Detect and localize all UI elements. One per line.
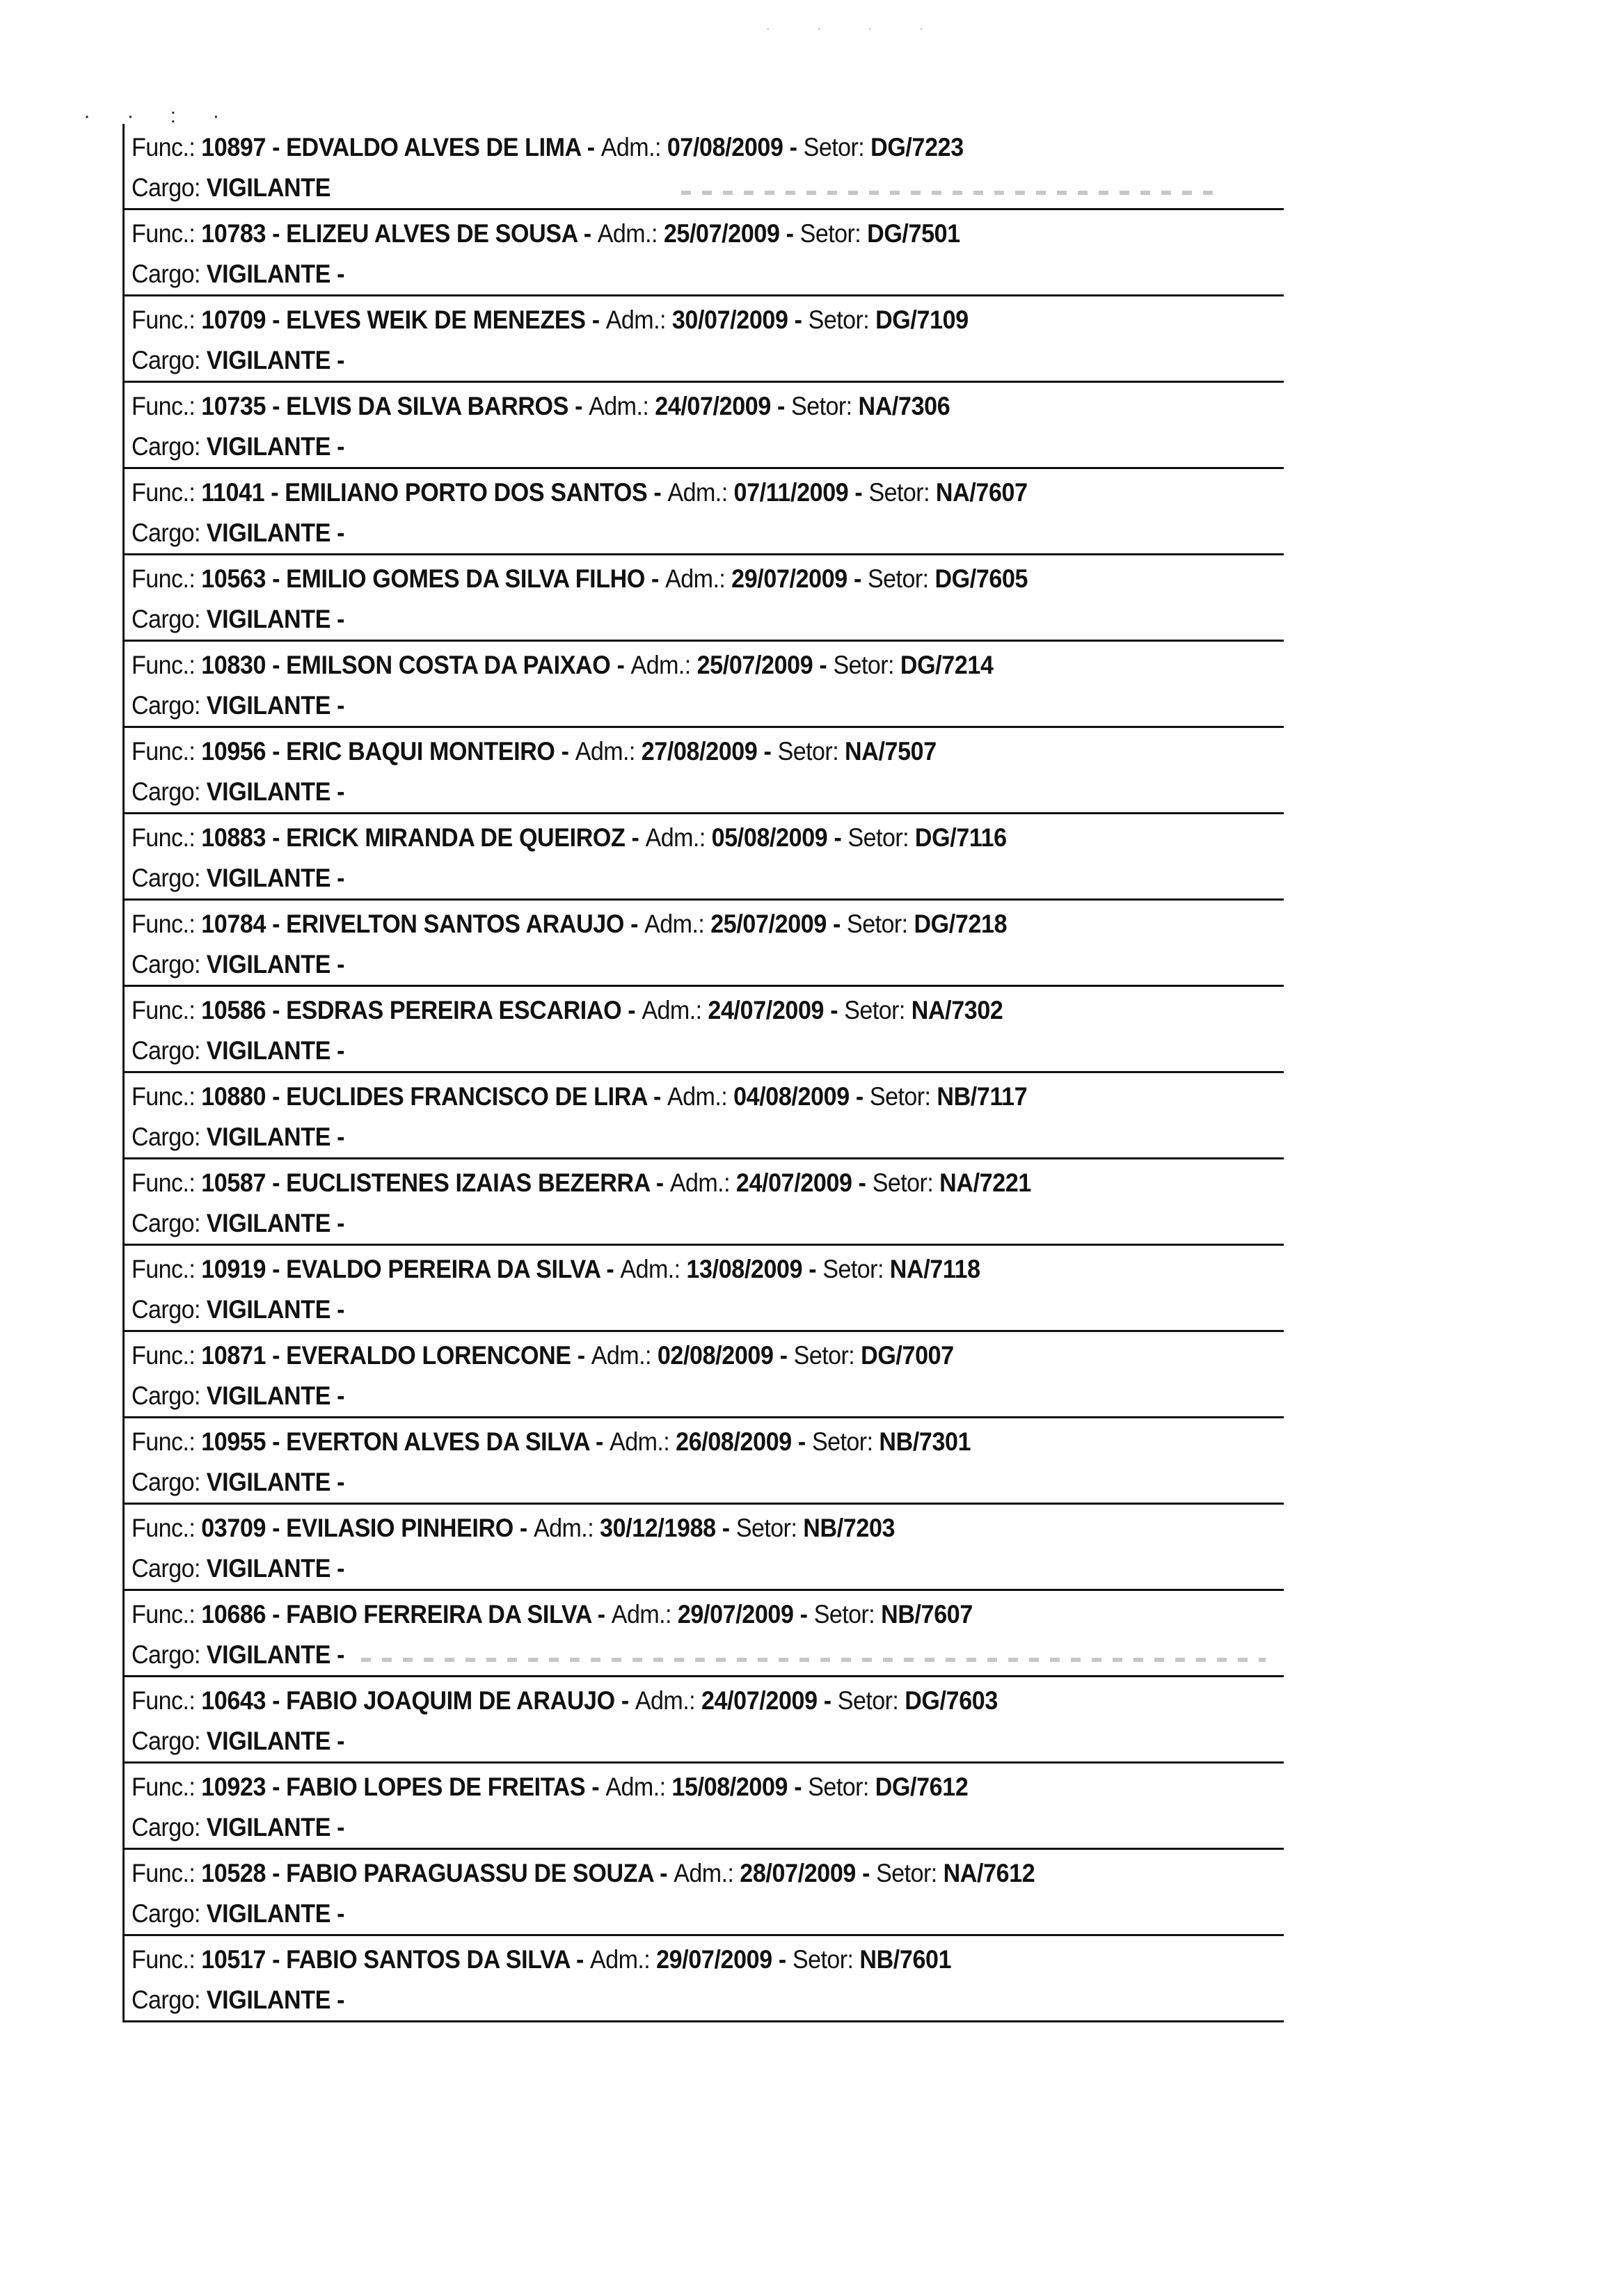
func-line: Func.: 10735 - ELVIS DA SILVA BARROS - Adm.: 24/07/2009 - Setor: NA/7306: [132, 392, 950, 420]
sector-code: NA/7306: [858, 392, 950, 420]
func-line: Func.: 10783 - ELIZEU ALVES DE SOUSA - Adm.: 25/07/2009 - Setor: DG/7501: [132, 219, 960, 248]
cargo-value: VIGILANTE -: [206, 1468, 345, 1496]
sector-code: NA/7302: [911, 996, 1003, 1024]
admission-date: 13/08/2009: [686, 1255, 803, 1283]
func-line: Func.: 10883 - ERICK MIRANDA DE QUEIROZ - Adm.: 05/08/2009 - Setor: DG/7116: [132, 823, 1007, 852]
employee-id: 11041: [201, 478, 265, 507]
employee-name: ELVIS DA SILVA BARROS: [286, 392, 569, 420]
employee-id: 10830: [201, 651, 266, 679]
sector-code: NB/7203: [803, 1514, 895, 1542]
adm-label: Adm.:: [589, 392, 649, 420]
sector-code: DG/7214: [900, 651, 994, 679]
func-label: Func.:: [132, 1427, 196, 1456]
cargo-line: [132, 944, 1192, 985]
cargo-value: VIGILANTE -: [206, 1123, 345, 1151]
scan-artifact: [681, 191, 1224, 195]
cargo-line: [132, 512, 1192, 554]
sector-code: DG/7218: [914, 910, 1008, 938]
cargo-value: VIGILANTE -: [206, 1381, 345, 1410]
cargo-value: VIGILANTE -: [206, 864, 345, 892]
cargo-line: [132, 426, 1192, 468]
employee-name: FABIO SANTOS DA SILVA: [286, 1945, 570, 1974]
cargo-line: [132, 1634, 1192, 1676]
employee-id: 10587: [201, 1168, 266, 1197]
cargo-line: [132, 857, 1192, 899]
cargo-label: Cargo:: [132, 260, 200, 288]
admission-date: 05/08/2009: [711, 823, 828, 852]
employee-record: [125, 1677, 1284, 1764]
cargo-value: VIGILANTE -: [206, 1986, 345, 2014]
func-label: Func.:: [132, 1082, 196, 1111]
cargo-label: Cargo:: [132, 1381, 200, 1410]
admission-date: 07/11/2009: [733, 478, 849, 507]
admission-date: 29/07/2009: [656, 1945, 772, 1974]
cargo-label: Cargo:: [132, 346, 200, 374]
adm-label: Adm.:: [610, 1427, 670, 1456]
employee-record: [125, 814, 1284, 901]
cargo-line: [132, 1720, 1192, 1762]
func-label: Func.:: [132, 133, 196, 161]
func-line: Func.: 03709 - EVILASIO PINHEIRO - Adm.: 30/12/1988 - Setor: NB/7203: [132, 1514, 895, 1542]
employee-id: 10880: [201, 1082, 266, 1111]
admission-date: 25/07/2009: [663, 219, 780, 248]
employee-name: FABIO FERREIRA DA SILVA: [286, 1600, 591, 1629]
scan-artifact: [361, 1658, 1266, 1662]
adm-label: Adm.:: [620, 1255, 680, 1283]
employee-record: [125, 642, 1284, 728]
cargo-label: Cargo:: [132, 1554, 200, 1583]
employee-id: 10709: [201, 306, 266, 334]
cargo-label: Cargo:: [132, 1468, 200, 1496]
cargo-value: VIGILANTE -: [206, 1209, 345, 1237]
func-label: Func.:: [132, 996, 196, 1024]
scan-speckle: · · · ·: [765, 19, 945, 37]
func-line: Func.: 10643 - FABIO JOAQUIM DE ARAUJO - Adm.: 24/07/2009 - Setor: DG/7603: [132, 1686, 998, 1715]
cargo-value: VIGILANTE -: [206, 1899, 345, 1928]
employee-name: ERIVELTON SANTOS ARAUJO: [286, 910, 624, 938]
cargo-value: VIGILANTE -: [206, 950, 345, 978]
employee-record: [125, 210, 1284, 296]
setor-label: Setor:: [876, 1859, 937, 1887]
employee-name: EVERALDO LORENCONE: [286, 1341, 571, 1370]
employee-id: 10783: [201, 219, 266, 248]
func-label: Func.:: [132, 1859, 196, 1887]
admission-date: 24/07/2009: [701, 1686, 818, 1715]
employee-record: [125, 728, 1284, 814]
cargo-label: Cargo:: [132, 1123, 200, 1151]
sector-code: NB/7301: [879, 1427, 971, 1456]
cargo-line: [132, 1203, 1192, 1244]
scan-marks: · · : ·: [83, 104, 235, 127]
adm-label: Adm.:: [590, 1945, 651, 1974]
employee-record: [125, 901, 1284, 987]
admission-date: 04/08/2009: [733, 1082, 850, 1111]
cargo-value: VIGILANTE -: [206, 1295, 345, 1324]
adm-label: Adm.:: [635, 1686, 696, 1715]
employee-name: EMILIANO PORTO DOS SANTOS: [285, 478, 648, 507]
cargo-value: VIGILANTE -: [206, 518, 345, 547]
cargo-line: [132, 253, 1192, 295]
employee-record: [125, 1505, 1284, 1591]
admission-date: 29/07/2009: [731, 564, 847, 593]
employee-id: 10586: [201, 996, 266, 1024]
cargo-value: VIGILANTE -: [206, 777, 345, 806]
func-label: Func.:: [132, 564, 196, 593]
employee-record: [125, 987, 1284, 1073]
cargo-line: [132, 1030, 1192, 1072]
employee-id: 03709: [201, 1514, 266, 1542]
cargo-line: [132, 1979, 1192, 2021]
employee-id: 10919: [201, 1255, 266, 1283]
func-label: Func.:: [132, 823, 196, 852]
func-line: Func.: 11041 - EMILIANO PORTO DOS SANTOS - Adm.: 07/11/2009 - Setor: NA/7607: [132, 478, 1028, 507]
func-line: Func.: 10955 - EVERTON ALVES DA SILVA - Adm.: 26/08/2009 - Setor: NB/7301: [132, 1427, 971, 1456]
func-line: Func.: 10784 - ERIVELTON SANTOS ARAUJO - Adm.: 25/07/2009 - Setor: DG/7218: [132, 910, 1008, 938]
adm-label: Adm.:: [597, 219, 658, 248]
cargo-line: [132, 685, 1192, 727]
setor-label: Setor:: [803, 133, 865, 161]
setor-label: Setor:: [777, 737, 839, 766]
func-line: Func.: 10871 - EVERALDO LORENCONE - Adm.: 02/08/2009 - Setor: DG/7007: [132, 1341, 954, 1370]
func-line: Func.: 10919 - EVALDO PEREIRA DA SILVA - Adm.: 13/08/2009 - Setor: NA/7118: [132, 1255, 980, 1283]
employee-name: EVALDO PEREIRA DA SILVA: [286, 1255, 600, 1283]
cargo-label: Cargo:: [132, 777, 200, 806]
employee-id: 10735: [201, 392, 266, 420]
func-line: Func.: 10923 - FABIO LOPES DE FREITAS - Adm.: 15/08/2009 - Setor: DG/7612: [132, 1773, 969, 1801]
func-label: Func.:: [132, 392, 196, 420]
adm-label: Adm.:: [605, 306, 666, 334]
employee-name: EMILSON COSTA DA PAIXAO: [286, 651, 611, 679]
setor-label: Setor:: [872, 1168, 934, 1197]
cargo-label: Cargo:: [132, 1036, 200, 1065]
adm-label: Adm.:: [674, 1859, 734, 1887]
setor-label: Setor:: [811, 1427, 873, 1456]
setor-label: Setor:: [808, 306, 870, 334]
cargo-line: [132, 771, 1192, 813]
func-label: Func.:: [132, 306, 196, 334]
admission-date: 02/08/2009: [657, 1341, 774, 1370]
sector-code: NA/7507: [845, 737, 937, 766]
func-label: Func.:: [132, 478, 196, 507]
setor-label: Setor:: [847, 823, 909, 852]
cargo-line: [132, 1893, 1192, 1935]
employee-name: EUCLISTENES IZAIAS BEZERRA: [286, 1168, 650, 1197]
func-label: Func.:: [132, 910, 196, 938]
setor-label: Setor:: [808, 1773, 869, 1801]
admission-date: 27/08/2009: [641, 737, 758, 766]
sector-code: DG/7501: [867, 219, 960, 248]
adm-label: Adm.:: [644, 910, 705, 938]
employee-id: 10528: [201, 1859, 266, 1887]
cargo-value: VIGILANTE -: [206, 691, 345, 720]
cargo-value: VIGILANTE -: [206, 605, 345, 633]
employee-name: EMILIO GOMES DA SILVA FILHO: [286, 564, 645, 593]
cargo-value: VIGILANTE -: [206, 1813, 345, 1841]
employee-id: 10563: [201, 564, 266, 593]
employee-record: [125, 1073, 1284, 1159]
setor-label: Setor:: [735, 1514, 797, 1542]
employee-record: [125, 1850, 1284, 1936]
employee-record: [125, 1418, 1284, 1505]
admission-date: 15/08/2009: [671, 1773, 788, 1801]
employee-record: [125, 383, 1284, 469]
func-line: Func.: 10563 - EMILIO GOMES DA SILVA FILHO - Adm.: 29/07/2009 - Setor: DG/7605: [132, 564, 1028, 593]
admission-date: 25/07/2009: [696, 651, 813, 679]
func-label: Func.:: [132, 219, 196, 248]
cargo-value: VIGILANTE -: [206, 1727, 345, 1755]
setor-label: Setor:: [822, 1255, 884, 1283]
admission-date: 30/12/1988: [600, 1514, 716, 1542]
sector-code: DG/7612: [875, 1773, 969, 1801]
adm-label: Adm.:: [642, 996, 702, 1024]
func-line: Func.: 10587 - EUCLISTENES IZAIAS BEZERRA - Adm.: 24/07/2009 - Setor: NA/7221: [132, 1168, 1031, 1197]
employee-id: 10897: [201, 133, 266, 161]
sector-code: DG/7007: [861, 1341, 954, 1370]
employee-record-list: [122, 124, 1284, 2022]
setor-label: Setor:: [793, 1341, 855, 1370]
sector-code: NB/7601: [859, 1945, 952, 1974]
sector-code: DG/7605: [934, 564, 1028, 593]
func-label: Func.:: [132, 651, 196, 679]
func-label: Func.:: [132, 1686, 196, 1715]
adm-label: Adm.:: [667, 1082, 728, 1111]
func-label: Func.:: [132, 1600, 196, 1629]
cargo-label: Cargo:: [132, 691, 200, 720]
employee-id: 10643: [201, 1686, 266, 1715]
employee-record: [125, 124, 1284, 210]
func-label: Func.:: [132, 1514, 196, 1542]
employee-name: EVERTON ALVES DA SILVA: [286, 1427, 589, 1456]
cargo-label: Cargo:: [132, 864, 200, 892]
cargo-line: [132, 1116, 1192, 1158]
sector-code: NA/7221: [939, 1168, 1031, 1197]
cargo-line: [132, 340, 1192, 381]
cargo-label: Cargo:: [132, 1295, 200, 1324]
cargo-label: Cargo:: [132, 950, 200, 978]
employee-record: [125, 1936, 1284, 2022]
employee-id: 10517: [201, 1945, 266, 1974]
sector-code: NA/7612: [943, 1859, 1035, 1887]
admission-date: 30/07/2009: [671, 306, 788, 334]
sector-code: DG/7223: [870, 133, 964, 161]
sector-code: NA/7607: [935, 478, 1028, 507]
setor-label: Setor:: [837, 1686, 899, 1715]
employee-record: [125, 1591, 1284, 1677]
cargo-line: [132, 599, 1192, 640]
setor-label: Setor:: [813, 1600, 875, 1629]
cargo-line: [132, 1375, 1192, 1417]
cargo-line: [132, 1289, 1192, 1331]
setor-label: Setor:: [791, 392, 852, 420]
employee-record: [125, 555, 1284, 642]
func-line: Func.: 10880 - EUCLIDES FRANCISCO DE LIRA - Adm.: 04/08/2009 - Setor: NB/7117: [132, 1082, 1028, 1111]
cargo-line: [132, 1461, 1192, 1503]
employee-id: 10955: [201, 1427, 266, 1456]
employee-name: FABIO LOPES DE FREITAS: [286, 1773, 586, 1801]
employee-name: ESDRAS PEREIRA ESCARIAO: [286, 996, 622, 1024]
cargo-label: Cargo:: [132, 1727, 200, 1755]
cargo-value: VIGILANTE -: [206, 346, 345, 374]
employee-name: FABIO JOAQUIM DE ARAUJO: [286, 1686, 615, 1715]
sector-code: DG/7109: [875, 306, 969, 334]
admission-date: 26/08/2009: [676, 1427, 792, 1456]
setor-label: Setor:: [847, 910, 908, 938]
adm-label: Adm.:: [591, 1341, 651, 1370]
adm-label: Adm.:: [611, 1600, 671, 1629]
cargo-value: VIGILANTE -: [206, 1036, 345, 1065]
setor-label: Setor:: [833, 651, 894, 679]
func-label: Func.:: [132, 737, 196, 766]
setor-label: Setor:: [869, 1082, 931, 1111]
employee-name: ELVES WEIK DE MENEZES: [286, 306, 586, 334]
admission-date: 29/07/2009: [677, 1600, 794, 1629]
adm-label: Adm.:: [645, 823, 706, 852]
setor-label: Setor:: [844, 996, 905, 1024]
cargo-value: VIGILANTE: [206, 173, 331, 202]
employee-id: 10686: [201, 1600, 266, 1629]
adm-label: Adm.:: [533, 1514, 594, 1542]
cargo-label: Cargo:: [132, 518, 200, 547]
employee-id: 10883: [201, 823, 266, 852]
func-line: Func.: 10897 - EDVALDO ALVES DE LIMA - Adm.: 07/08/2009 - Setor: DG/7223: [132, 133, 964, 161]
cargo-line: [132, 1807, 1192, 1848]
employee-record: [125, 1246, 1284, 1332]
employee-name: EVILASIO PINHEIRO: [286, 1514, 514, 1542]
cargo-label: Cargo:: [132, 432, 200, 461]
employee-name: EDVALDO ALVES DE LIMA: [286, 133, 581, 161]
employee-name: EUCLIDES FRANCISCO DE LIRA: [286, 1082, 647, 1111]
employee-record: [125, 469, 1284, 555]
cargo-label: Cargo:: [132, 1899, 200, 1928]
func-label: Func.:: [132, 1255, 196, 1283]
admission-date: 28/07/2009: [740, 1859, 856, 1887]
adm-label: Adm.:: [667, 478, 728, 507]
employee-record: [125, 1159, 1284, 1246]
admission-date: 07/08/2009: [667, 133, 783, 161]
adm-label: Adm.:: [605, 1773, 666, 1801]
employee-name: FABIO PARAGUASSU DE SOUZA: [286, 1859, 654, 1887]
func-label: Func.:: [132, 1945, 196, 1974]
func-label: Func.:: [132, 1341, 196, 1370]
setor-label: Setor:: [792, 1945, 854, 1974]
cargo-label: Cargo:: [132, 173, 200, 202]
sector-code: NB/7607: [881, 1600, 973, 1629]
sector-code: DG/7603: [905, 1686, 998, 1715]
cargo-line: [132, 167, 1192, 209]
cargo-label: Cargo:: [132, 1640, 200, 1669]
adm-label: Adm.:: [665, 564, 726, 593]
cargo-label: Cargo:: [132, 1813, 200, 1841]
employee-record: [125, 1332, 1284, 1418]
employee-record: [125, 1764, 1284, 1850]
sector-code: DG/7116: [914, 823, 1007, 852]
employee-id: 10956: [201, 737, 266, 766]
employee-id: 10784: [201, 910, 266, 938]
cargo-value: VIGILANTE -: [206, 1554, 345, 1583]
sector-code: NB/7117: [937, 1082, 1028, 1111]
cargo-value: VIGILANTE -: [206, 432, 345, 461]
employee-name: ERICK MIRANDA DE QUEIROZ: [286, 823, 626, 852]
cargo-label: Cargo:: [132, 605, 200, 633]
adm-label: Adm.:: [575, 737, 635, 766]
cargo-line: [132, 1548, 1192, 1590]
adm-label: Adm.:: [600, 133, 661, 161]
func-line: Func.: 10956 - ERIC BAQUI MONTEIRO - Adm.: 27/08/2009 - Setor: NA/7507: [132, 737, 937, 766]
adm-label: Adm.:: [669, 1168, 730, 1197]
admission-date: 24/07/2009: [708, 996, 825, 1024]
cargo-label: Cargo:: [132, 1209, 200, 1237]
setor-label: Setor:: [868, 564, 929, 593]
cargo-value: VIGILANTE -: [206, 260, 345, 288]
adm-label: Adm.:: [630, 651, 691, 679]
employee-name: ERIC BAQUI MONTEIRO: [286, 737, 555, 766]
cargo-value: VIGILANTE -: [206, 1640, 345, 1669]
employee-name: ELIZEU ALVES DE SOUSA: [286, 219, 578, 248]
func-line: Func.: 10709 - ELVES WEIK DE MENEZES - Adm.: 30/07/2009 - Setor: DG/7109: [132, 306, 969, 334]
cargo-label: Cargo:: [132, 1986, 200, 2014]
func-line: Func.: 10528 - FABIO PARAGUASSU DE SOUZA - Adm.: 28/07/2009 - Setor: NA/7612: [132, 1859, 1035, 1887]
func-label: Func.:: [132, 1773, 196, 1801]
func-label: Func.:: [132, 1168, 196, 1197]
func-line: Func.: 10830 - EMILSON COSTA DA PAIXAO - Adm.: 25/07/2009 - Setor: DG/7214: [132, 651, 994, 679]
admission-date: 25/07/2009: [710, 910, 827, 938]
employee-id: 10923: [201, 1773, 266, 1801]
setor-label: Setor:: [799, 219, 861, 248]
admission-date: 24/07/2009: [655, 392, 771, 420]
admission-date: 24/07/2009: [735, 1168, 852, 1197]
func-line: Func.: 10586 - ESDRAS PEREIRA ESCARIAO - Adm.: 24/07/2009 - Setor: NA/7302: [132, 996, 1003, 1024]
setor-label: Setor:: [868, 478, 930, 507]
func-line: Func.: 10686 - FABIO FERREIRA DA SILVA - Adm.: 29/07/2009 - Setor: NB/7607: [132, 1600, 973, 1629]
sector-code: NA/7118: [889, 1255, 980, 1283]
employee-record: [125, 296, 1284, 383]
func-line: Func.: 10517 - FABIO SANTOS DA SILVA - Adm.: 29/07/2009 - Setor: NB/7601: [132, 1945, 952, 1974]
employee-id: 10871: [201, 1341, 266, 1370]
